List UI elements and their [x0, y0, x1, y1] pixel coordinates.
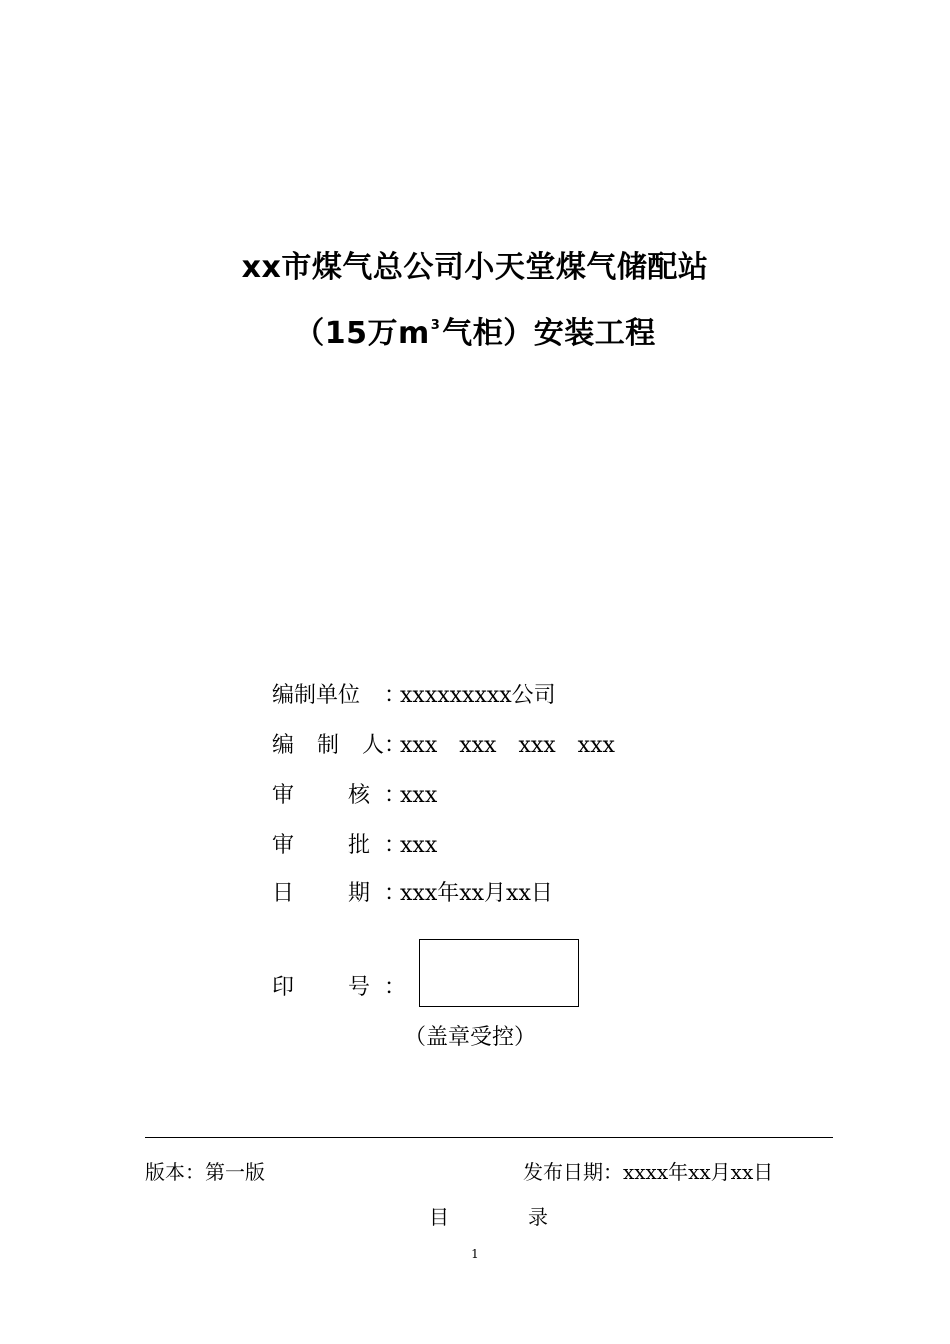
colon: ：	[384, 783, 407, 808]
date-label	[272, 876, 370, 907]
toc-heading-char-2: 录	[528, 1205, 548, 1229]
colon: ：	[384, 733, 407, 758]
footer-divider	[145, 1137, 833, 1138]
unit-value: xxxxxxxxx公司	[400, 683, 556, 708]
author-label-char: 编	[272, 733, 295, 758]
review-label	[272, 778, 370, 809]
date-label-char: 期	[347, 881, 370, 906]
seal-box	[419, 939, 579, 1007]
title-superscript: 3	[430, 318, 441, 333]
toc-heading-char-1: 目	[429, 1205, 449, 1229]
title-line-2-prefix: （15万m	[294, 316, 430, 351]
date-label-char: 日	[272, 881, 295, 906]
review-value: xxx	[400, 783, 438, 808]
author-value: xxx xxx xxx xxx	[400, 733, 615, 758]
info-row-approve	[272, 828, 437, 859]
date-value: xxx年xx月xx日	[400, 881, 553, 906]
info-row-date	[272, 876, 553, 907]
seal-caption: （盖章受控）	[404, 1025, 537, 1050]
approve-label-char: 审	[272, 833, 295, 858]
seal-label-char: 号	[347, 975, 370, 1000]
seal-label	[272, 970, 370, 1001]
colon: ：	[384, 833, 407, 858]
colon: ：	[384, 881, 407, 906]
info-row-review	[272, 778, 437, 809]
review-label-char: 核	[347, 783, 370, 808]
release-date-text: 发布日期：xxxx年xx月xx日	[523, 1160, 774, 1184]
unit-label: 编制单位	[272, 683, 361, 708]
colon: ：	[384, 683, 407, 708]
author-label	[272, 728, 384, 759]
colon: ：	[384, 975, 407, 1000]
document-title-line-1: xx市煤气总公司小天堂煤气储配站	[241, 250, 709, 285]
document-title-line-2	[0, 308, 950, 352]
approve-label-char: 批	[347, 833, 370, 858]
seal-label-char: 印	[272, 975, 295, 1000]
author-label-char: 制	[316, 733, 339, 758]
author-label-char: 人	[361, 733, 384, 758]
approve-value: xxx	[400, 833, 438, 858]
info-row-seal	[272, 970, 407, 1001]
version-text: 版本：第一版	[145, 1160, 265, 1184]
page-number: 1	[471, 1247, 479, 1261]
info-row-author	[272, 728, 615, 759]
info-row-unit	[272, 678, 556, 709]
title-line-2-suffix: 气柜）安装工程	[442, 316, 656, 351]
approve-label	[272, 828, 370, 859]
review-label-char: 审	[272, 783, 295, 808]
